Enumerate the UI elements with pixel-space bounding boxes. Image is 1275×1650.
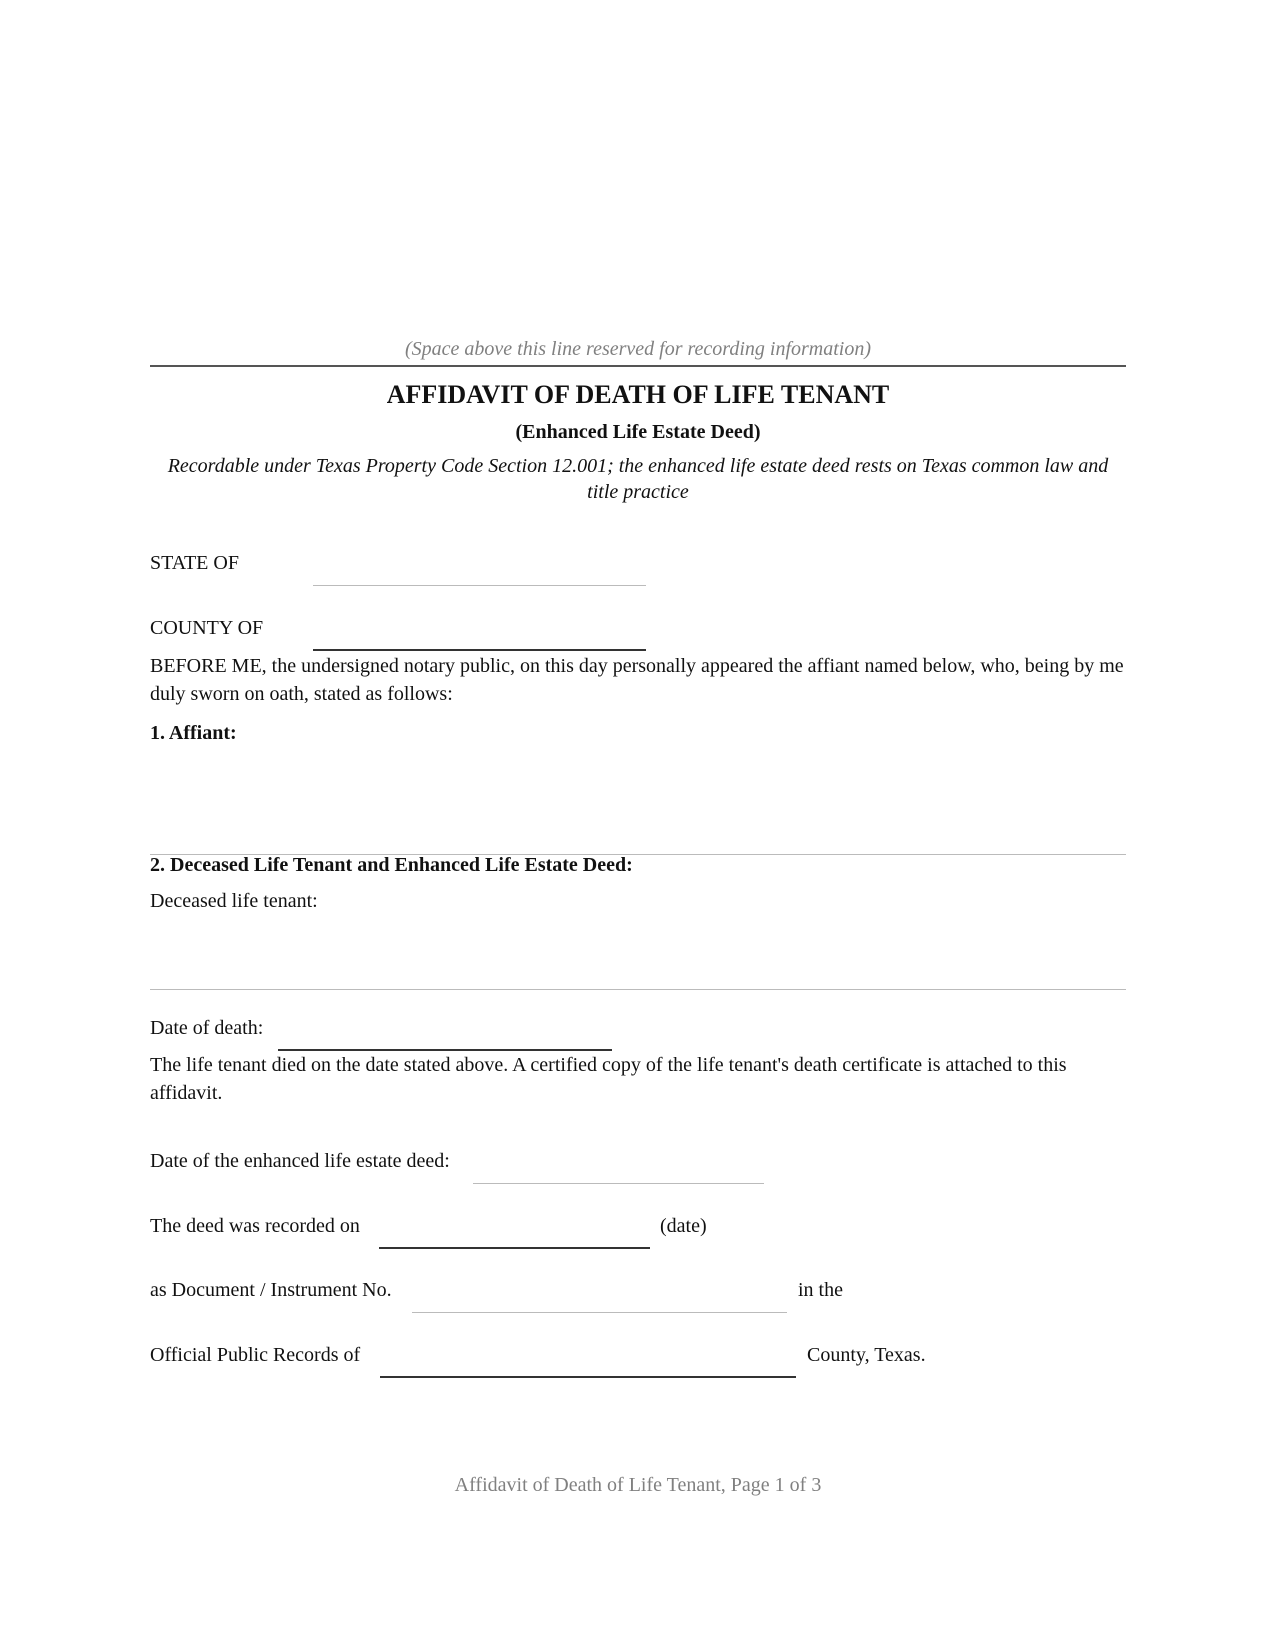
county-records-field[interactable] (380, 1376, 796, 1378)
instrument-number-suffix: in the (798, 1279, 843, 1301)
instrument-number-field[interactable] (412, 1312, 787, 1313)
intro-paragraph: BEFORE ME, the undersigned notary public, on this day personally appeared the affiant named below, who, being by me duly sworn on oath, stated as follows: (150, 655, 1124, 705)
recording-space-rule (150, 365, 1126, 367)
recorded-on-field[interactable] (379, 1247, 650, 1249)
deceased-life-tenant-label: Deceased life tenant: (150, 890, 318, 912)
deceased-section-heading: 2. Deceased Life Tenant and Enhanced Life Estate Deed: (150, 854, 633, 876)
county-texas-suffix: County, Texas. (807, 1344, 926, 1366)
deed-date-label: Date of the enhanced life estate deed: (150, 1150, 450, 1172)
death-statement-paragraph: The life tenant died on the date stated above. A certified copy of the life tenant's death certificate is attached to this affidavit. (150, 1054, 1067, 1104)
state-field[interactable] (313, 585, 646, 586)
recorded-on-label: The deed was recorded on (150, 1215, 360, 1237)
affiant-heading: 1. Affiant: (150, 722, 237, 744)
instrument-number-label: as Document / Instrument No. (150, 1279, 392, 1301)
county-field[interactable] (313, 649, 646, 651)
page-footer: Affidavit of Death of Life Tenant, Page 1 of 3 (454, 1474, 822, 1496)
deceased-life-tenant-field[interactable] (150, 989, 1126, 990)
document-title: AFFIDAVIT OF DEATH OF LIFE TENANT (386, 380, 890, 409)
recorded-on-suffix: (date) (660, 1215, 707, 1237)
document-subtitle: (Enhanced Life Estate Deed) (515, 421, 761, 443)
date-of-death-label: Date of death: (150, 1017, 264, 1039)
deed-date-field[interactable] (473, 1183, 764, 1184)
recording-space-note: (Space above this line reserved for recording information) (404, 338, 871, 360)
county-label: COUNTY OF (150, 617, 264, 639)
recordable-note: Recordable under Texas Property Code Section 12.001; the enhanced life estate deed rests on Texas common law and title practice (167, 455, 1109, 503)
public-records-label: Official Public Records of (150, 1344, 361, 1366)
state-label: STATE OF (150, 552, 239, 574)
